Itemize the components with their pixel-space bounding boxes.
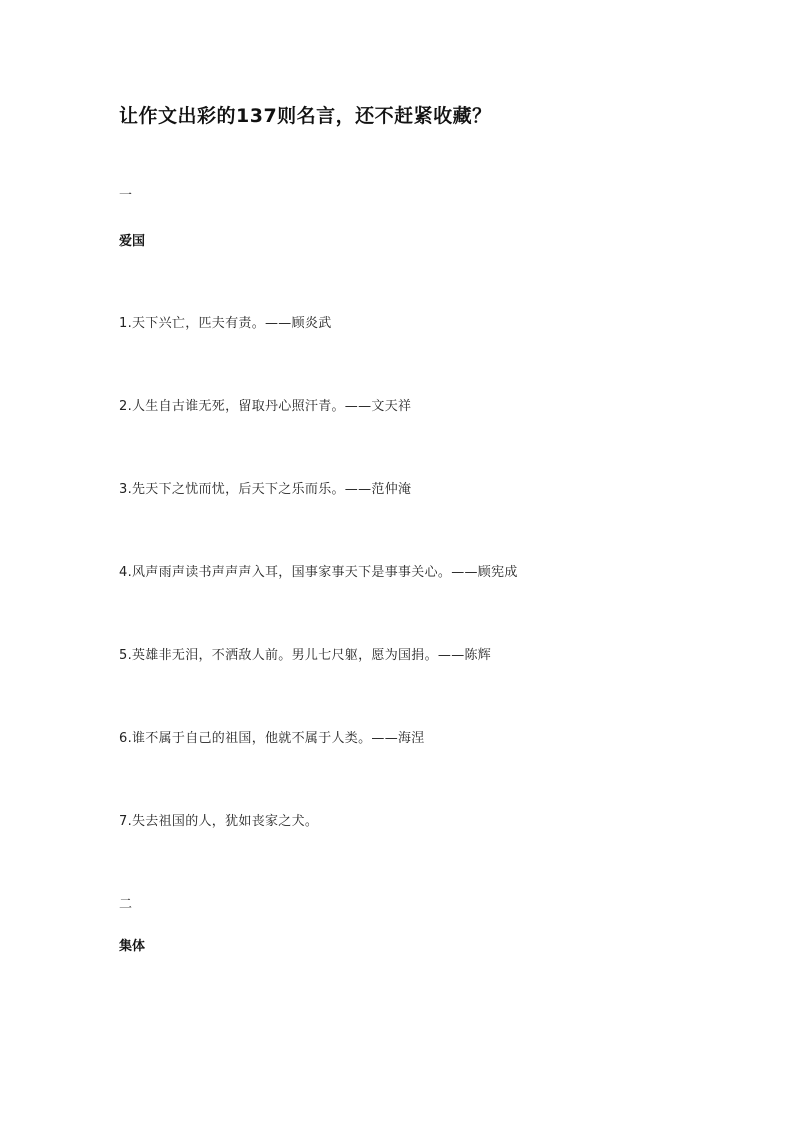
document-title: 让作文出彩的137则名言，还不赶紧收藏？ xyxy=(119,105,492,127)
quote-item: 3.先天下之忧而忧，后天下之乐而乐。——范仲淹 xyxy=(119,482,412,497)
quote-item: 6.谁不属于自己的祖国，他就不属于人类。——海涅 xyxy=(119,731,425,746)
section-heading: 集体 xyxy=(119,939,146,954)
quote-item: 7.失去祖国的人，犹如丧家之犬。 xyxy=(119,814,319,829)
section-number: 二 xyxy=(119,897,133,912)
quote-item: 5.英雄非无泪，不洒敌人前。男儿七尺躯，愿为国捐。——陈辉 xyxy=(119,648,492,663)
section-heading: 爱国 xyxy=(119,234,146,249)
quote-item: 2.人生自古谁无死，留取丹心照汗青。——文天祥 xyxy=(119,399,412,414)
quote-item: 4.风声雨声读书声声声入耳，国事家事天下是事事关心。——顾宪成 xyxy=(119,565,518,580)
quote-item: 1.天下兴亡，匹夫有责。——顾炎武 xyxy=(119,316,332,331)
section-number: 一 xyxy=(119,188,133,203)
